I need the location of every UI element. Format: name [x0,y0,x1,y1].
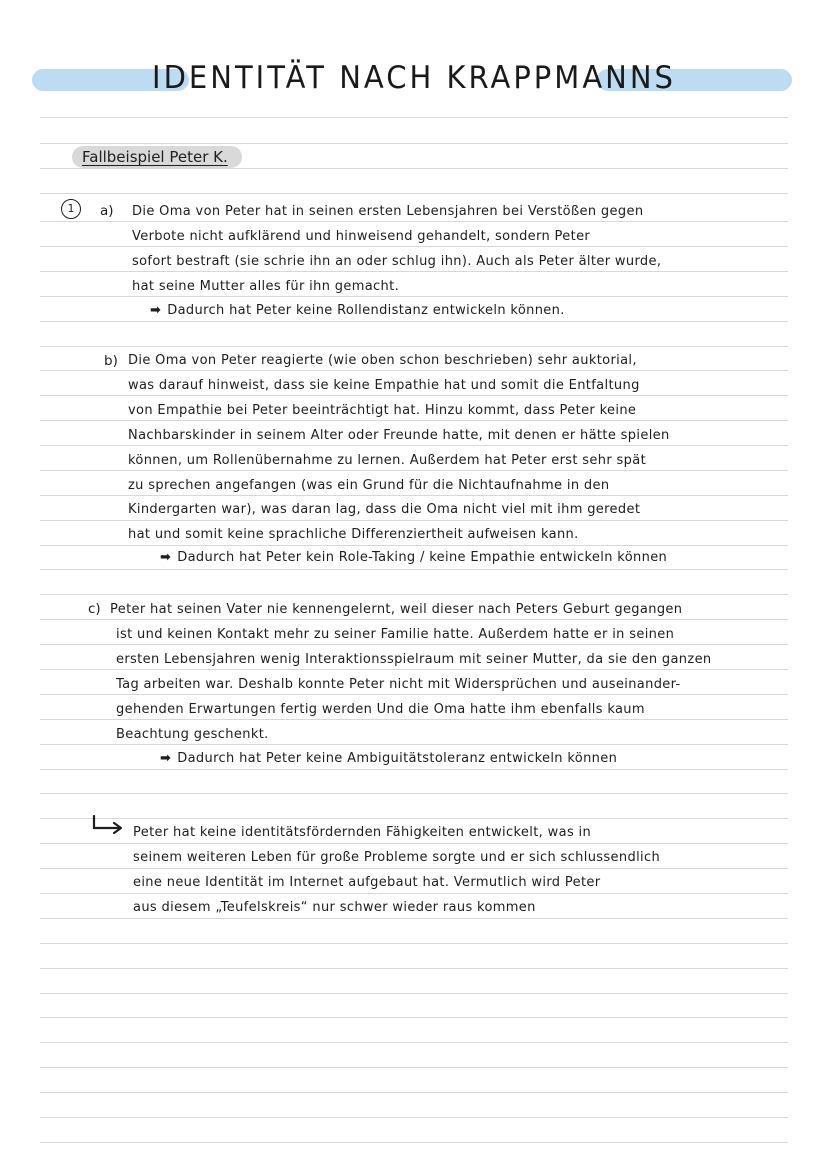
section-c-line: Tag arbeiten war. Deshalb konnte Peter nicht mit Widersprüchen und auseinander- [116,677,681,692]
ruled-line [40,246,788,247]
section-a-line: sofort bestraft (sie schrie ihn an oder schlug ihn). Auch als Peter älter wurde, [132,254,662,269]
section-a-line: hat seine Mutter alles für ihn gemacht. [132,279,400,294]
ruled-line [40,495,788,496]
ruled-line [40,1017,788,1018]
case-label: Fallbeispiel Peter K. [72,146,242,168]
section-c-conclusion-text: Dadurch hat Peter keine Ambiguitätstoleranz entwickeln können [177,751,618,766]
ruled-line [40,470,788,471]
section-b-label: b) [104,353,118,369]
section-a-line: Die Oma von Peter hat in seinen ersten Lebensjahren bei Verstößen gegen [132,204,644,219]
section-b-conclusion-text: Dadurch hat Peter kein Role-Taking / keine Empathie entwickeln können [177,550,668,565]
section-c-line: ist und keinen Kontakt mehr zu seiner Familie hatte. Außerdem hatte er in seinen [116,627,675,642]
section-b-line: hat und somit keine sprachliche Differenziertheit aufweisen kann. [128,527,579,542]
section-b-line: von Empathie bei Peter beeinträchtigt hat. Hinzu kommt, dass Peter keine [128,403,637,418]
section-b-line: was darauf hinweist, dass sie keine Empathie hat und somit die Entfaltung [128,378,640,393]
section-a-conclusion-text: Dadurch hat Peter keine Rollendistanz entwickeln können. [167,303,565,318]
ruled-line [40,818,788,819]
section-b-line: Nachbarskinder in seinem Alter oder Freunde hatte, mit denen er hätte spielen [128,428,670,443]
ruled-line [40,168,788,169]
ruled-line [40,271,788,272]
ruled-line [40,594,788,595]
ruled-line [40,143,788,144]
ruled-line [40,1117,788,1118]
ruled-line [40,918,788,919]
ruled-line [40,520,788,521]
summary-line: aus diesem „Teufelskreis“ nur schwer wieder raus kommen [133,900,536,915]
section-a-conclusion [150,303,565,318]
section-a-line: Verbote nicht aufklärend und hinweisend gehandelt, sondern Peter [132,229,591,244]
section-a-label: a) [100,203,114,219]
ruled-line [40,769,788,770]
ruled-line [40,1067,788,1068]
ruled-line [40,744,788,745]
section-c-conclusion [160,751,617,766]
arrow-right-icon: ➡ [160,550,172,565]
ruled-line [40,619,788,620]
ruled-line [40,868,788,869]
ruled-line [40,719,788,720]
ruled-line [40,395,788,396]
ruled-line [40,644,788,645]
ruled-line [40,296,788,297]
section-c-line: Beachtung geschenkt. [116,727,269,742]
ruled-line [40,370,788,371]
ruled-line [40,221,788,222]
ruled-line [40,893,788,894]
section-c-line: gehenden Erwartungen fertig werden Und die Oma hatte ihm ebenfalls kaum [116,702,645,717]
ruled-line [40,843,788,844]
ruled-line [40,968,788,969]
section-b-line: Kindergarten war), was daran lag, dass die Oma nicht viel mit ihm geredet [128,502,641,517]
ruled-line [40,1092,788,1093]
ruled-line [40,1042,788,1043]
section-b-conclusion [160,550,667,565]
hook-arrow-icon [90,814,130,836]
task-number-badge: 1 [61,199,81,219]
ruled-line [40,545,788,546]
ruled-line [40,117,788,118]
ruled-line [40,346,788,347]
summary-line: Peter hat keine identitätsfördernden Fähigkeiten entwickelt, was in [133,825,592,840]
ruled-line [40,793,788,794]
ruled-line [40,1142,788,1143]
section-c-line: Peter hat seinen Vater nie kennengelernt, weil dieser nach Peters Geburt gegangen [110,602,683,617]
arrow-right-icon: ➡ [160,751,172,766]
ruled-line [40,669,788,670]
ruled-line [40,445,788,446]
summary-line: eine neue Identität im Internet aufgebaut hat. Vermutlich wird Peter [133,875,601,890]
ruled-line [40,694,788,695]
section-b-line: können, um Rollenübernahme zu lernen. Außerdem hat Peter erst sehr spät [128,453,647,468]
section-c-line: ersten Lebensjahren wenig Interaktionsspielraum mit seiner Mutter, da sie den ganzen [116,652,712,667]
ruled-line [40,569,788,570]
ruled-line [40,193,788,194]
ruled-line [40,420,788,421]
page-title: IDENTITÄT NACH KRAPPMANNS [152,58,676,96]
summary-line: seinem weiteren Leben für große Probleme sorgte und er sich schlussendlich [133,850,661,865]
section-b-line: Die Oma von Peter reagierte (wie oben schon beschrieben) sehr auktorial, [128,353,637,368]
ruled-line [40,321,788,322]
section-b-line: zu sprechen angefangen (was ein Grund für die Nichtaufnahme in den [128,478,610,493]
arrow-right-icon: ➡ [150,303,162,318]
ruled-line [40,943,788,944]
ruled-line [40,993,788,994]
section-c-label: c) [88,601,101,617]
